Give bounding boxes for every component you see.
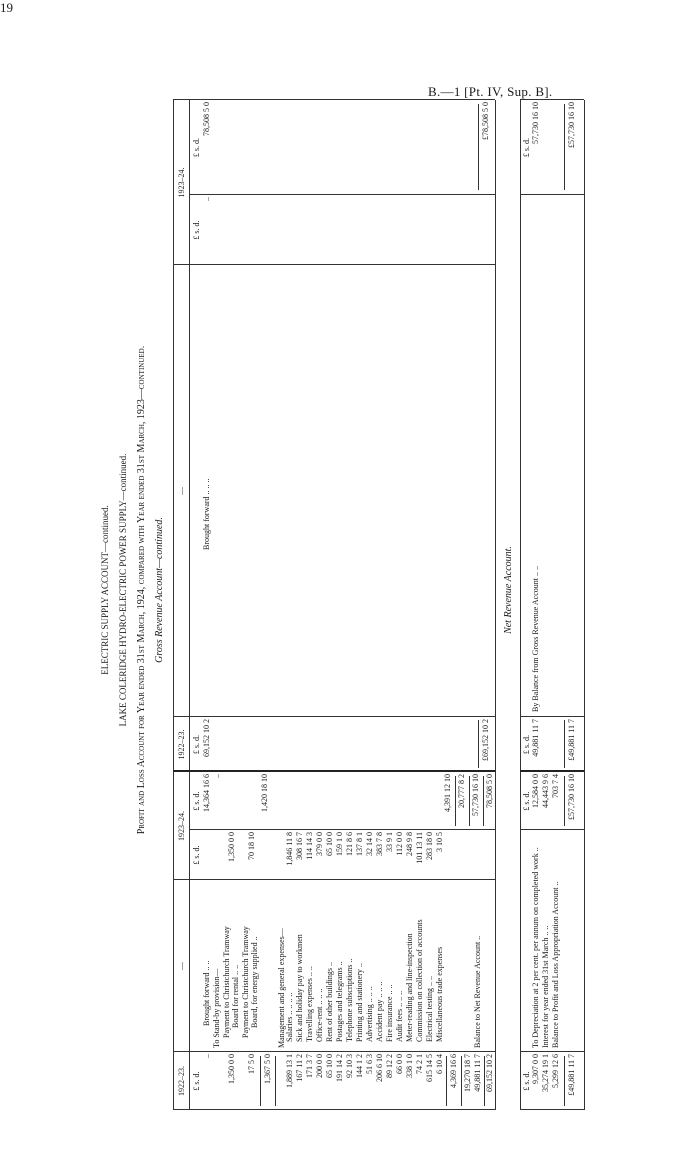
net-right-particular: By Balance from Gross Revenue Account .. .. [531, 566, 540, 712]
net-right-1923-value: 57,730 16 10 [531, 102, 540, 144]
total-rule [564, 720, 565, 768]
gross-1922-telephone: 92 10 3 [345, 1054, 354, 1078]
gross-right-1922-brought-forward: 69,152 10 2 [202, 719, 211, 757]
gross-1922-meter-reading: 338 1 0 [405, 1054, 414, 1078]
net-1922-list [531, 1054, 561, 1108]
gross-1923-telephone: 121 8 6 [345, 832, 354, 856]
page-reference: B.—1 [Pt. IV, Sup. B]. [428, 84, 553, 99]
commission-label: Commission on collection of accounts [415, 919, 424, 1042]
gross-1922-postages: 191 14 2 [335, 1054, 344, 1082]
gross-expense-labels [285, 919, 445, 1042]
gross-1923-travelling: 114 14 3 [305, 832, 314, 860]
net-lsd-label: £ s. d. [522, 1071, 531, 1091]
postages-label: Postages and telegrams .. [335, 961, 344, 1042]
gross-1923-sick-pay: 308 16 7 [295, 832, 304, 860]
total-rule [564, 104, 565, 190]
gross-1923-standby-total: 1,420 18 10 [260, 774, 269, 812]
gross-lsd-label: £ s. d. [192, 845, 201, 865]
net-1922-interest: 35,274 19 1 [541, 1054, 550, 1092]
gross-right-particulars-header: — [177, 487, 186, 495]
gross-1922-standby-total: 1,367 5 0 [263, 1054, 272, 1084]
gross-1922-sick-pay: 167 11 2 [295, 1054, 304, 1082]
gross-1922-miscellaneous: 6 10 4 [435, 1054, 444, 1074]
net-top-rule [520, 100, 521, 1110]
net-lsd-label: £ s. d. [522, 137, 531, 158]
net-bottom-rule [584, 100, 585, 1110]
gross-left-year-1922: 1922–23. [177, 1066, 186, 1096]
net-lsd-label: £ s. d. [522, 791, 531, 811]
subtotal-rule [469, 776, 470, 826]
gross-1922-expenses-total: 4,369 16 6 [449, 1054, 458, 1088]
gross-1923-grand-total: 78,508 5 0 [485, 774, 494, 808]
net-1922-total: £49,881 11 7 [567, 1054, 576, 1096]
gross-tramway-energy-label-2: Board, for energy supplied .. [250, 936, 259, 1028]
gross-1923-brought-forward: 14,364 16 6 [202, 774, 211, 812]
gross-1922-grand-total: 69,152 10 2 [485, 1054, 494, 1092]
rotated-account-page [100, 70, 590, 1110]
gross-1922-commission: 74 2 1 [415, 1054, 424, 1074]
gross-1923-electrical-testing: 283 18 0 [425, 832, 434, 860]
subtotal-rule [455, 776, 456, 826]
net-right-1923-total: £57,730 16 10 [567, 102, 576, 148]
gross-right-1923-dots: .. [202, 197, 211, 201]
net-depreciation-label: To Depreciation at 2 per cent. per annum on completed work .. [531, 847, 540, 1048]
gross-lsd-label: £ s. d. [192, 220, 201, 240]
gross-lsd-label: £ s. d. [192, 137, 201, 158]
gross-1922-salaries: 1,889 13 1 [285, 1054, 294, 1088]
gross-right-1923-total: £78,508 5 0 [481, 102, 490, 140]
gross-1923-postages: 159 1 0 [335, 832, 344, 856]
gross-right-border [173, 99, 495, 100]
gross-tramway-energy-label-1: Payment to Christchurch Tramway [241, 926, 250, 1038]
gross-1923-accident-pay: 383 7 8 [375, 832, 384, 856]
gross-1922-audit-fees: 66 0 0 [395, 1054, 404, 1074]
accident-pay-label: Accident pay .. .. .. [375, 981, 384, 1042]
gross-lsd-label: £ s. d. [192, 734, 201, 755]
total-rule [564, 1056, 565, 1106]
total-rule [478, 720, 479, 768]
advertising-label: Advertising .. .. .. [365, 986, 374, 1042]
gross-1923-expenses-total: 4,391 12 10 [443, 774, 452, 812]
travelling-label: Travelling expenses .. .. [305, 966, 314, 1042]
gross-1922-tramway-energy: 17 5 0 [247, 1054, 256, 1074]
gross-col-divider [173, 716, 495, 717]
gross-1922-expense-list [285, 1054, 445, 1108]
gross-1922-electrical-testing: 615 14 5 [425, 1054, 434, 1082]
gross-col-divider [189, 194, 495, 195]
gross-1923-subtotal: 20,777 8 2 [457, 774, 466, 808]
gross-right-year-1922: 1922–23. [177, 729, 186, 760]
gross-1922-travelling: 171 3 7 [305, 1054, 314, 1078]
subtotal-rule [260, 1056, 261, 1106]
gross-1922-advertising: 51 6 3 [365, 1054, 374, 1074]
net-right-1922-total: £49,881 11 7 [567, 719, 576, 761]
gross-revenue-title: Gross Revenue Account—continued. [154, 517, 165, 663]
office-rent-label: Office-rent .. .. .. [315, 988, 324, 1042]
gross-1923-miscellaneous: 3 10 5 [435, 832, 444, 852]
gross-1923-advertising: 32 14 0 [365, 832, 374, 856]
net-1923-balance: 703 7 4 [551, 774, 560, 798]
gross-1922-balance-net: 49,881 11 7 [473, 1054, 482, 1092]
gross-balance-net-label: Balance to Net Revenue Account .. [473, 935, 482, 1048]
gross-tramway-rental-label-2: Board for rental .. .. [231, 964, 240, 1028]
gross-center-divider [173, 770, 495, 772]
gross-lsd-label: £ s. d. [192, 1071, 201, 1091]
gross-1923-meter-reading: 248 9 8 [405, 832, 414, 856]
meter-reading-label: Meter-reading and line-inspection [405, 933, 414, 1042]
gross-header-rule [189, 100, 190, 1110]
gross-1923-commission: 101 13 11 [415, 832, 424, 864]
gross-1923-expense-list [285, 832, 445, 878]
net-1923-depreciation: 12,584 0 0 [531, 774, 540, 808]
gross-1923-salaries: 1,846 11 8 [285, 832, 294, 866]
telephone-label: Telephone subscriptions .. [345, 958, 354, 1042]
miscellaneous-label: Miscellaneous trade expenses [435, 946, 444, 1042]
gross-left-border [173, 1109, 495, 1110]
gross-top-rule [173, 100, 174, 1110]
section-title: ELECTRIC SUPPLY ACCOUNT—continued. [100, 505, 110, 675]
gross-1922-accident-pay: 206 6 10 [375, 1054, 384, 1082]
net-right-1922-value: 49,881 11 7 [531, 719, 540, 757]
gross-right-1922-total: £69,152 10 2 [481, 719, 490, 761]
total-rule [478, 104, 479, 190]
page-number: 19 [0, 0, 13, 15]
gross-col-divider [173, 264, 495, 265]
gross-right-1923-brought-forward: 78,508 5 0 [202, 102, 211, 136]
gross-right-brought-forward-label: Brought forward .. .. .. [202, 478, 211, 550]
subtotal-rule [446, 1056, 447, 1106]
printing-label: Printing and stationery .. [355, 963, 364, 1042]
net-1923-interest: 44,443 9 6 [541, 774, 550, 808]
net-particulars [531, 847, 561, 1048]
gross-1922-tramway-rental: 1,350 0 0 [227, 1054, 236, 1084]
electrical-testing-label: Electrical testing .. .. [425, 976, 434, 1042]
gross-1922-rent-buildings: 65 10 0 [325, 1054, 334, 1078]
total-rule [564, 776, 565, 826]
gross-1923-rent-buildings: 65 10 0 [325, 832, 334, 856]
gross-1923-balance-net: 57,730 16 10 [471, 774, 480, 816]
sick-pay-label: Sick and holiday pay to workmen [295, 934, 304, 1042]
net-1922-balance: 5,299 12 6 [551, 1054, 560, 1088]
gross-left-particulars-header: — [177, 962, 186, 970]
gross-1922-subtotal: 19,270 18 7 [463, 1054, 472, 1092]
net-lsd-label: £ s. d. [522, 734, 531, 755]
gross-1922-brought-forward: .. [202, 1054, 211, 1058]
gross-1922-office-rent: 200 0 0 [315, 1054, 324, 1078]
gross-col-divider [173, 879, 495, 880]
gross-bottom-rule [495, 100, 496, 1110]
supply-title: LAKE COLERIDGE HYDRO-ELECTRIC POWER SUPPLY—continued. [118, 453, 128, 727]
net-1923-total: £57,730 16 10 [567, 774, 576, 820]
gross-1922-fire-insurance: 89 12 2 [385, 1054, 394, 1078]
gross-lsd-label: £ s. d. [192, 791, 201, 811]
gross-1923-tramway-energy: 70 18 10 [247, 832, 256, 860]
gross-left-year-1923: 1923–24. [177, 811, 186, 841]
gross-right-year-1923: 1923–24. [177, 167, 186, 198]
gross-1923-tramway-rental: 1,350 0 0 [227, 832, 236, 862]
audit-fees-label: Audit fees .. .. .. [395, 990, 404, 1042]
rent-buildings-label: Rent of other buildings .. [325, 962, 334, 1042]
subtotal-rule [275, 1056, 276, 1106]
subtotal-rule [461, 1056, 462, 1106]
fire-insurance-label: Fire insurance .. .. [385, 984, 394, 1042]
net-balance-label: Balance to Profit and Loss Appropriation Account .. [551, 881, 560, 1048]
gross-1923-blank: .. [212, 774, 221, 778]
net-1922-depreciation: 9,307 0 0 [531, 1054, 540, 1084]
gross-1923-audit-fees: 112 0 0 [395, 832, 404, 856]
gross-1923-office-rent: 379 0 0 [315, 832, 324, 856]
salaries-label: Salaries .. .. .. .. [285, 992, 294, 1042]
gross-brought-forward-label: Brought forward .. .. [202, 960, 211, 1026]
gross-1923-fire-insurance: 33 9 1 [385, 832, 394, 852]
total-rule [483, 776, 484, 826]
net-interest-label: Interest for year ended 31st March .. .. [541, 925, 550, 1048]
gross-col-divider [189, 829, 495, 830]
gross-1922-printing: 144 1 2 [355, 1054, 364, 1078]
gross-management-label: Management and general expenses— [277, 928, 286, 1048]
gross-tramway-rental-label-1: Payment to Christchurch Tramway [222, 926, 231, 1038]
net-revenue-title: Net Revenue Account. [503, 546, 514, 634]
net-1923-list [531, 774, 561, 828]
gross-1923-printing: 137 8 1 [355, 832, 364, 856]
gross-col-divider [173, 1051, 495, 1052]
main-title: Profit and Loss Account for Year ended 31st March, 1924, compared with Year ended 31st March, 1923—continued. [136, 345, 147, 835]
gross-standby-label: To Stand-by provision— [212, 968, 221, 1048]
